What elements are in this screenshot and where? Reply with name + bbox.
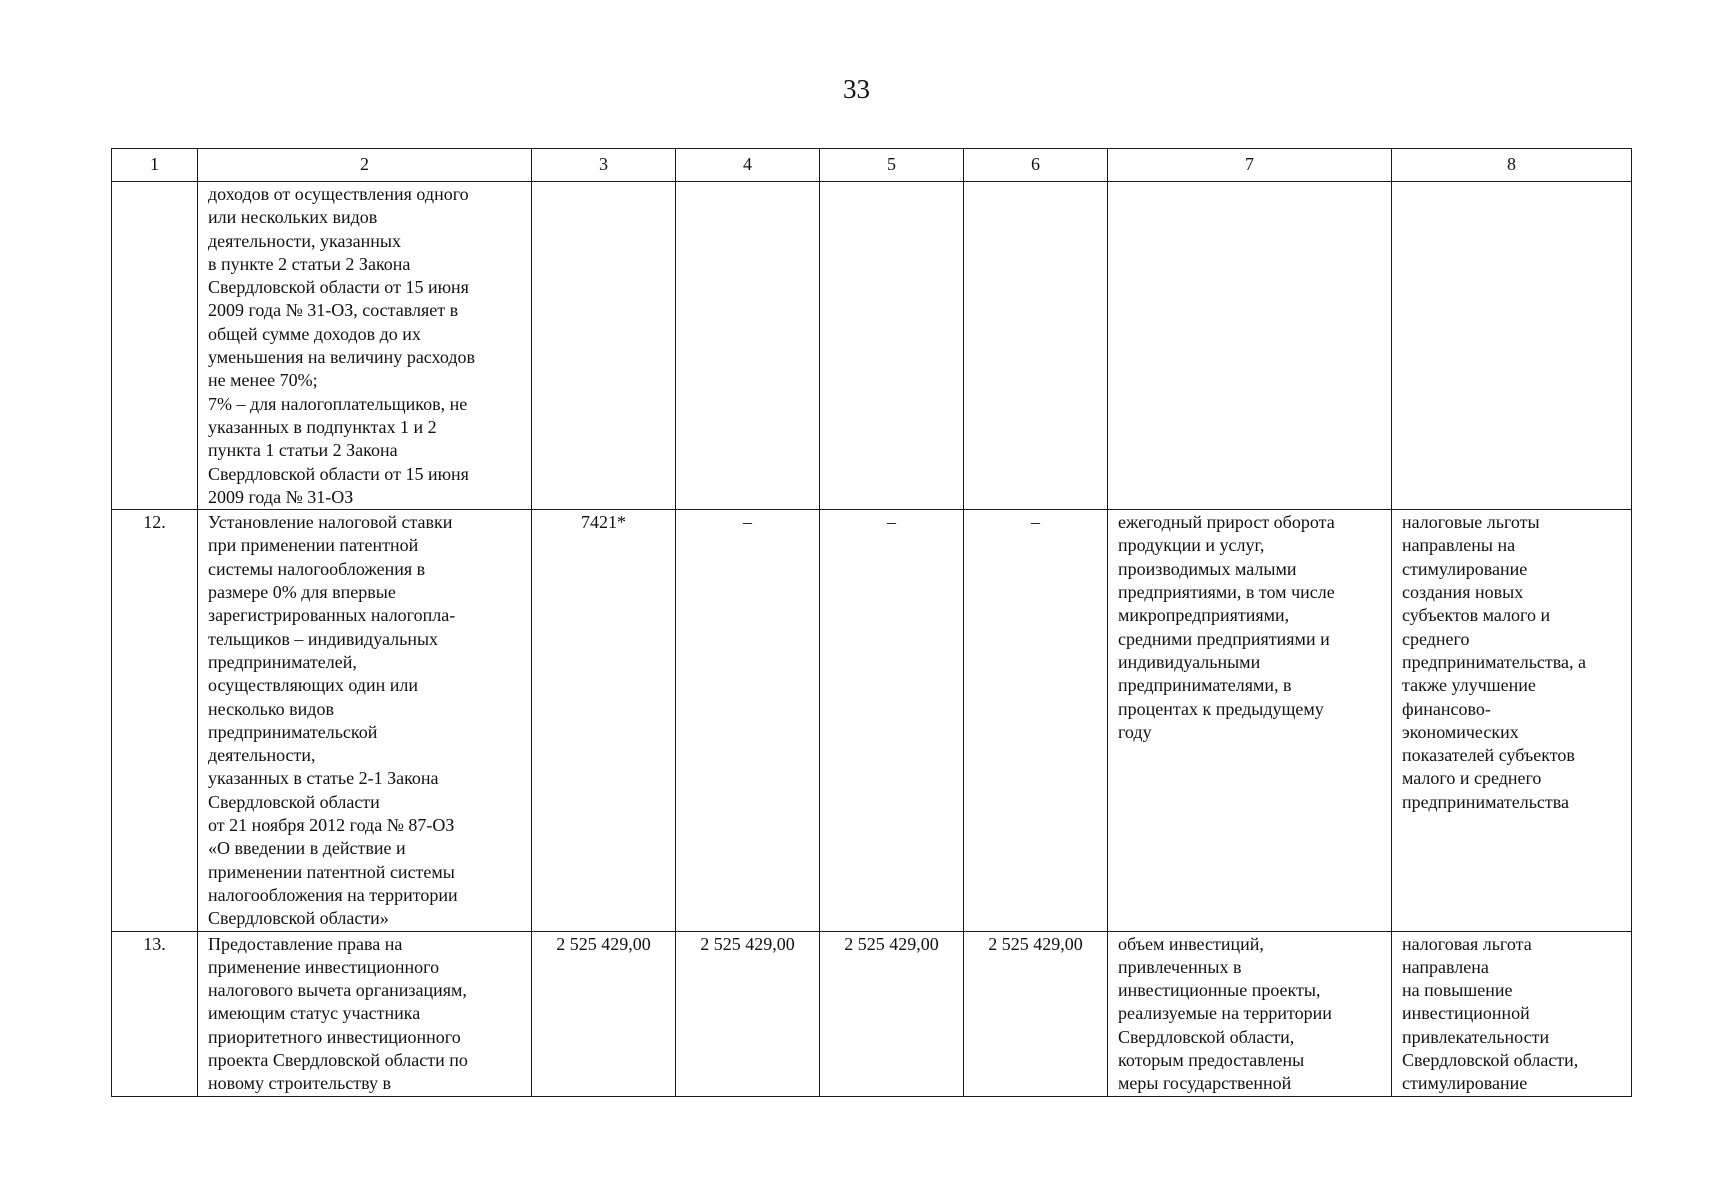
row-indicator: ежегодный прирост оборота продукции и услуг, производимых малыми предприятиями, в том числе микропредприятиями, средними предприятиями и индивидуальными предпринимателями, в процентах к предыдущему году <box>1108 510 1392 931</box>
header-cell-8: 8 <box>1392 149 1632 182</box>
table-row <box>112 931 1632 1096</box>
row-value-col4: – <box>676 510 820 931</box>
table-row <box>112 510 1632 931</box>
row-indicator: объем инвестиций, привлеченных в инвестиционные проекты, реализуемые на территории Свердловской области, которым предоставлены меры государственной <box>1108 931 1392 1096</box>
table-row <box>112 182 1632 510</box>
row-number: 12. <box>112 510 198 931</box>
row-number <box>112 182 198 510</box>
row-purpose <box>1392 182 1632 510</box>
header-row <box>112 149 1632 182</box>
page-number: 33 <box>843 74 870 104</box>
header-cell-5: 5 <box>820 149 964 182</box>
row-value-col6: – <box>964 510 1108 931</box>
header-cell-7: 7 <box>1108 149 1392 182</box>
row-value-col5: 2 525 429,00 <box>820 931 964 1096</box>
row-value-col5: – <box>820 510 964 931</box>
tax-benefits-table <box>111 148 1632 1097</box>
row-value-col4 <box>676 182 820 510</box>
row-purpose: налоговые льготы направлены на стимулирование создания новых субъектов малого и среднего предпринимательства, а также улучшение финансово- экономических показателей субъектов малого и среднего предпринимательства <box>1392 510 1632 931</box>
header-cell-6: 6 <box>964 149 1108 182</box>
row-value-col3: 2 525 429,00 <box>532 931 676 1096</box>
row-value-col3: 7421* <box>532 510 676 931</box>
row-value-col6: 2 525 429,00 <box>964 931 1108 1096</box>
row-value-col4: 2 525 429,00 <box>676 931 820 1096</box>
header-cell-2: 2 <box>198 149 532 182</box>
row-description: Предоставление права на применение инвестиционного налогового вычета организациям, имеющим статус участника приоритетного инвестиционного проекта Свердловской области по новому строительству в <box>198 931 532 1096</box>
row-number: 13. <box>112 931 198 1096</box>
row-value-col5 <box>820 182 964 510</box>
row-description: доходов от осуществления одного или нескольких видов деятельности, указанных в пункте 2 статьи 2 Закона Свердловской области от 15 июня 2009 года № 31-ОЗ, составляет в общей сумме доходов до их уменьшения на величину расходов не менее 70%; 7% – для налогоплательщиков, не указанных в подпунктах 1 и 2 пункта 1 статьи 2 Закона Свердловской области от 15 июня 2009 года № 31-ОЗ <box>198 182 532 510</box>
row-value-col6 <box>964 182 1108 510</box>
header-cell-4: 4 <box>676 149 820 182</box>
header-cell-3: 3 <box>532 149 676 182</box>
row-value-col3 <box>532 182 676 510</box>
header-cell-1: 1 <box>112 149 198 182</box>
row-description: Установление налоговой ставки при применении патентной системы налогообложения в размере 0% для впервые зарегистрированных налогопла- тельщиков – индивидуальных предпринимателей, осуществляющих один или несколько видов предпринимательской деятельности, указанных в статье 2-1 Закона Свердловской области от 21 ноября 2012 года № 87-ОЗ «О введении в действие и применении патентной системы налогообложения на территории Свердловской области» <box>198 510 532 931</box>
row-purpose: налоговая льгота направлена на повышение инвестиционной привлекательности Свердловской области, стимулирование <box>1392 931 1632 1096</box>
row-indicator <box>1108 182 1392 510</box>
